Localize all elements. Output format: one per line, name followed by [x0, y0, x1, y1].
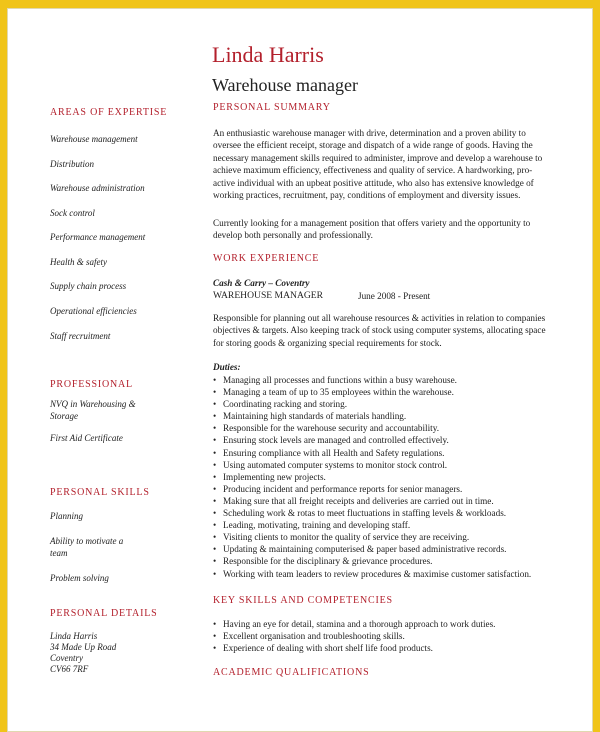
detail-line: Linda Harris [50, 631, 98, 641]
list-item: • Excellent organisation and troubleshooting skills. [213, 631, 405, 642]
bullet-icon: • [213, 435, 217, 446]
bullet-icon: • [213, 568, 217, 579]
expertise-item: Operational efficiencies [50, 306, 137, 316]
list-item: • Using automated computer systems to monitor stock control. [213, 459, 448, 470]
key-skills-list [213, 618, 573, 654]
bullet-icon: • [213, 423, 217, 434]
bullet-icon: • [213, 556, 217, 567]
list-item: • Visiting clients to monitor the quality of service they are receiving. [213, 532, 470, 543]
bullet-icon: • [213, 375, 217, 385]
candidate-role: Warehouse manager [212, 75, 358, 95]
expertise-item: Sock control [50, 208, 95, 218]
list-item: • Having an eye for detail, stamina and a thorough approach to work duties. [213, 619, 496, 629]
list-item: • Making sure that all freight receipts and deliveries are carried out in time. [213, 495, 494, 506]
bullet-icon: • [213, 411, 217, 422]
expertise-item: Distribution [50, 159, 95, 169]
expertise-item: Staff recruitment [50, 331, 111, 341]
professional-item: NVQ in Warehousing & Storage [50, 399, 136, 421]
bullet-icon: • [213, 495, 217, 506]
list-item: • Working with team leaders to review procedures & maximise customer satisfaction. [213, 568, 532, 579]
skill-item: Problem solving [50, 573, 109, 583]
experience-heading: WORK EXPERIENCE [213, 253, 320, 264]
bullet-icon: • [213, 532, 217, 543]
expertise-item: Warehouse management [50, 134, 138, 144]
detail-line: CV66 7RF [50, 664, 89, 674]
list-item: • Responsible for the disciplinary & grievance procedures. [213, 556, 433, 567]
professional-heading: PROFESSIONAL [50, 379, 133, 390]
bullet-icon: • [213, 459, 217, 470]
list-item: • Leading, motivating, training and developing staff. [213, 520, 411, 531]
summary-paragraph-2: Currently looking for a management position that offers variety and the opportunity to develop both personally and professionally. [213, 218, 531, 241]
academic-heading: ACADEMIC QUALIFICATIONS [213, 667, 370, 678]
bullet-icon: • [213, 619, 217, 629]
list-item: • Responsible for the warehouse security and accountability. [213, 423, 440, 434]
bullet-icon: • [213, 508, 217, 519]
list-item: • Managing all processes and functions within a busy warehouse. [213, 375, 457, 385]
bullet-icon: • [213, 387, 217, 398]
bullet-icon: • [213, 520, 217, 531]
job-title: WAREHOUSE MANAGER [213, 290, 324, 301]
expertise-item: Supply chain process [50, 281, 127, 291]
list-item: • Managing a team of up to 35 employees within the warehouse. [213, 387, 454, 398]
skills-heading: PERSONAL SKILLS [50, 487, 150, 498]
list-item: • Scheduling work & rotas to meet fluctuations in staffing levels & workloads. [213, 508, 507, 519]
bullet-icon: • [213, 483, 217, 494]
expertise-item: Health & safety [50, 257, 107, 267]
job-dates: June 2008 - Present [358, 291, 431, 301]
list-item: • Updating & maintaining computerised & paper based administrative records. [213, 544, 507, 555]
expertise-item: Performance management [50, 232, 146, 242]
list-item: • Coordinating racking and storing. [213, 399, 348, 410]
summary-heading: PERSONAL SUMMARY [213, 102, 331, 113]
key-skills-heading: KEY SKILLS AND COMPETENCIES [213, 595, 393, 606]
candidate-name: Linda Harris [212, 42, 324, 67]
list-item: • Producing incident and performance reports for senior managers. [213, 483, 463, 494]
list-item: • Maintaining high standards of materials handling. [213, 411, 407, 422]
skill-item: Planning [50, 511, 83, 521]
detail-line: Coventry [50, 653, 83, 663]
professional-item: First Aid Certificate [50, 433, 123, 443]
list-item: • Ensuring compliance with all Health and Safety regulations. [213, 447, 445, 458]
duties-list [213, 374, 573, 580]
expertise-heading: AREAS OF EXPERTISE [50, 107, 168, 118]
bullet-icon: • [213, 643, 217, 654]
list-item: • Implementing new projects. [213, 471, 326, 482]
list-item: • Ensuring stock levels are managed and controlled effectively. [213, 435, 449, 446]
duties-label: Duties: [213, 362, 241, 372]
job-company: Cash & Carry – Coventry [213, 278, 310, 288]
bullet-icon: • [213, 631, 217, 642]
summary-paragraph: An enthusiastic warehouse manager with drive, determination and a proven ability to oversee the efficient receipt, storage and dispatch of a wide range of goods. Having the necessary management skills required to administer, improve and develop a warehouse to achieve maximum efficiency, effectiveness and quality of service. A hardworking, pro-active individual with an upbeat positive attitude, who also has extensive knowledge of working practices, recruitment, pay, conditions of employment and diversity issues. [213, 128, 543, 201]
job-description: Responsible for planning out all warehouse resources & activities in relation to companies objectives & targets. Also keeping track of stock using computer systems, allocating space for storing goods & organizing special requirements for stock. [213, 313, 546, 348]
details-heading: PERSONAL DETAILS [50, 608, 158, 619]
bullet-icon: • [213, 471, 217, 482]
bullet-icon: • [213, 544, 217, 555]
detail-line: 34 Made Up Road [50, 642, 117, 652]
expertise-item: Warehouse administration [50, 183, 145, 193]
list-item: • Experience of dealing with short shelf life food products. [213, 643, 433, 654]
skill-item: Ability to motivate a team [50, 536, 124, 558]
bullet-icon: • [213, 399, 217, 410]
bullet-icon: • [213, 447, 217, 458]
